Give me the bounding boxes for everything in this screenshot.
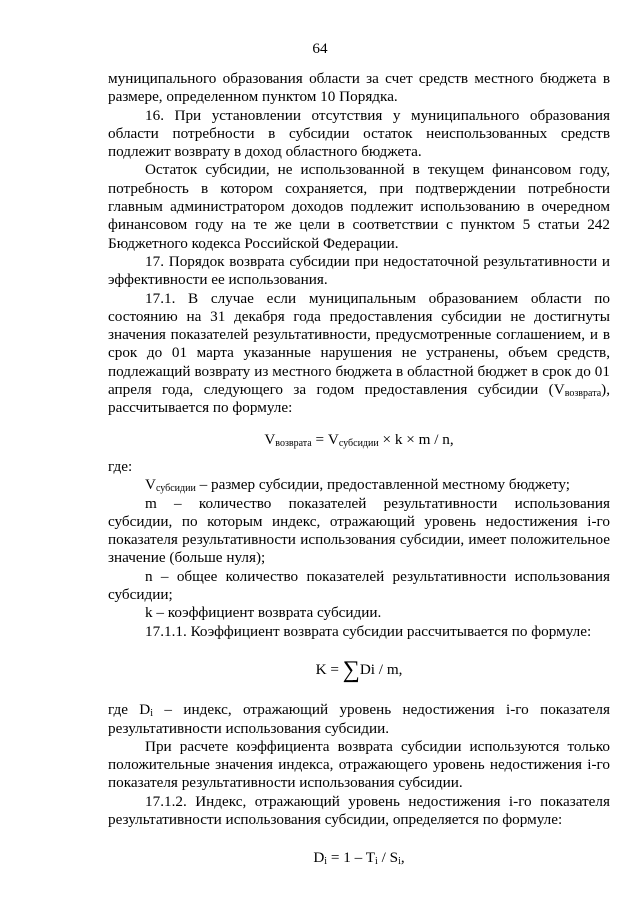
definition-k: k – коэффициент возврата субсидии. xyxy=(145,604,382,622)
paragraph-17-1: 17.1. В случае если муниципальным образованием области по состоянию на 31 декабря года предоставления субсидии не достигнуты значения показателей результативности, предусмотренные соглашением, и в срок до 01 марта указанные нарушения не устранены, объем средств, подлежащий возврату из местного бюджета в областной бюджет в срок до 01 апреля года, следующего за годом предоставления субсидии $(V_{возврата})$, рассчитывается по формуле: xyxy=(108,289,610,417)
paragraph-positive-values: При расчете коэффициента возврата субсидии используются только положительные значения индекса, отражающего уровень недостижения i-го показателя результативности использования субсидии. xyxy=(108,737,610,792)
formula-coefficient: K = ∑Di / m, xyxy=(315,656,403,683)
paragraph-17-1-1: 17.1.1. Коэффициент возврата субсидии рассчитывается по формуле: xyxy=(145,622,592,640)
paragraph-16: 16. При установлении отсутствия у муниципального образования области потребности в субсидии остаток неиспользованных средств подлежит возврату в доход областного бюджета. xyxy=(108,106,610,161)
page-number: 64 xyxy=(312,40,328,57)
definition-v-subsidy: $V_{субсидии}$ – размер субсидии, предоставленной местному бюджету; xyxy=(145,476,570,495)
paragraph-17-1-2: 17.1.2. Индекс, отражающий уровень недостижения i-го показателя результативности использования субсидии, определяется по формуле: xyxy=(108,792,610,828)
where-label: где: xyxy=(108,457,133,475)
definition-di: где $D_i$ – индекс, отражающий уровень недостижения i-го показателя результативности использования субсидии. xyxy=(108,701,610,737)
definition-n: n – общее количество показателей результативности использования субсидии; xyxy=(108,567,610,604)
paragraph-17-heading: 17. Порядок возврата субсидии при недостаточной результативности и эффективности ее использования. xyxy=(108,252,610,289)
formula-return-volume: $V_{возврата} = V_{субсидии} \times k \times m / n$, xyxy=(264,430,454,449)
definition-m: m – количество показателей результативности использования субсидии, по которым индекс, отражающий уровень недостижения i-го показателя результативности использования субсидии, имеет положительное значение (больше нуля); xyxy=(108,494,610,567)
paragraph-remainder: Остаток субсидии, не использованной в текущем финансовом году, потребность в котором сохраняется, при подтверждении потребности главным администратором доходов подлежит использованию в очередном финансовом году на те же цели в соответствии с пунктом 5 статьи 242 Бюджетного кодекса Российской Федерации. xyxy=(108,161,610,252)
formula-index: $D_i = 1 - T_i / S_i$, xyxy=(313,849,405,868)
paragraph-continuation: муниципального образования области за счет средств местного бюджета в размере, определенном пунктом 10 Порядка. xyxy=(108,70,610,106)
document-body xyxy=(108,70,610,868)
